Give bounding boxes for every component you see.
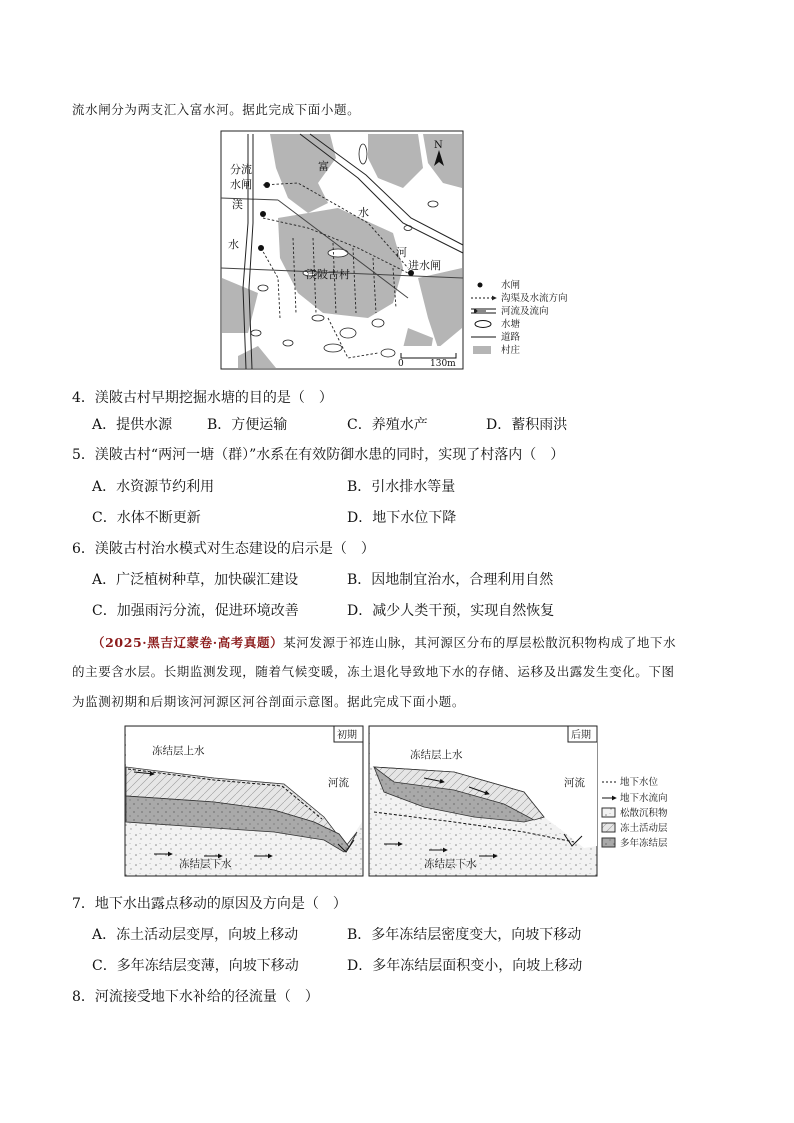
passage-2-line-1 [92,633,676,651]
svg-text:0: 0 [398,359,404,369]
passage-2-line-1-text: 某河发源于祁连山脉，其河源区分布的厚层松散沉积物构成了地下水 [283,635,677,650]
passage-2-line-3: 为监测初期和后期该河河源区河谷剖面示意图。据此完成下面小题。 [72,694,466,709]
q7-option-d[interactable]: D．多年冻结层面积变小，向坡上移动 [347,958,583,974]
label-xi: 渼 [232,198,243,211]
village-water-map [218,128,588,373]
svg-text:初期: 初期 [337,730,357,741]
q4-option-a[interactable]: A．提供水源 [92,417,173,433]
svg-text:后期: 后期 [571,730,591,741]
q4-option-d[interactable]: D．蓄积雨洪 [486,417,568,433]
q5-option-d[interactable]: D．地下水位下降 [347,510,457,526]
question-4: 4．渼陂古村早期挖掘水塘的目的是（ ） [72,390,333,406]
q6-option-a[interactable]: A．广泛植树种草，加快碳汇建设 [92,572,299,588]
question-5: 5．渼陂古村“两河一塘（群）”水系在有效防御水患的同时，实现了村落内（ ） [72,447,565,463]
svg-text:水闸: 水闸 [501,280,521,291]
q5-option-c[interactable]: C．水体不断更新 [92,510,201,526]
label-shui: 水 [228,238,239,251]
q6-option-c[interactable]: C．加强雨污分流，促进环境改善 [92,603,299,619]
label-village: 渼陂古村 [306,268,350,281]
intro-text: 流水闸分为两支汇入富水河。据此完成下面小题。 [72,102,361,117]
label-shui2: 水 [358,206,369,219]
svg-text:地下水流向: 地下水流向 [620,793,668,804]
valley-cross-section-diagram [124,722,684,880]
svg-text:河流及流向: 河流及流向 [501,306,549,317]
svg-text:村庄: 村庄 [501,345,521,356]
q4-option-c[interactable]: C．养殖水产 [347,417,428,433]
svg-text:冻结层下水: 冻结层下水 [424,858,477,870]
panel-late [369,726,597,876]
q5-option-a[interactable]: A．水资源节约利用 [92,479,215,495]
svg-text:地下水位: 地下水位 [620,777,659,788]
q7-option-a[interactable]: A．冻土活动层变厚，向坡上移动 [92,927,299,943]
svg-text:冻结层上水: 冻结层上水 [152,745,205,757]
q6-option-d[interactable]: D．减少人类干预，实现自然恢复 [347,603,555,619]
q7-option-b[interactable]: B．多年冻结层密度变大，向坡下移动 [347,927,582,943]
svg-text:多年冻结层: 多年冻结层 [620,838,668,849]
svg-text:冻结层上水: 冻结层上水 [410,749,463,761]
q6-option-b[interactable]: B．因地制宜治水，合理利用自然 [347,572,554,588]
label-fenliu: 分流 [230,163,252,176]
svg-text:130m: 130m [430,359,456,369]
svg-text:道路: 道路 [501,332,521,343]
svg-text:N: N [434,140,443,151]
panel-early [125,726,363,876]
scale-bar [398,346,462,369]
section-legend [602,776,668,849]
svg-text:沟渠及水流方向: 沟渠及水流方向 [501,293,568,304]
question-8: 8．河流接受地下水补给的径流量（ ） [72,989,319,1005]
map-legend [471,279,568,356]
q5-option-b[interactable]: B．引水排水等量 [347,479,456,495]
svg-text:松散沉积物: 松散沉积物 [620,808,668,819]
label-he: 河 [396,246,407,259]
q7-option-c[interactable]: C．多年冻结层变薄，向坡下移动 [92,958,299,974]
svg-text:冻土活动层: 冻土活动层 [620,823,668,834]
passage-2-line-2: 的主要含水层。长期监测发现，随着气候变暖，冻土退化导致地下水的存储、运移及出露发生变化。下图 [72,664,675,679]
svg-text:冻结层下水: 冻结层下水 [179,858,232,870]
label-inlet: 进水闸 [408,259,441,272]
svg-text:水塘: 水塘 [501,319,521,330]
svg-text:河流: 河流 [564,777,585,789]
question-7: 7．地下水出露点移动的原因及方向是（ ） [72,896,347,912]
label-shuizha: 水闸 [230,178,252,191]
q4-option-b[interactable]: B．方便运输 [207,417,288,433]
label-fu: 富 [318,160,329,173]
svg-text:河流: 河流 [328,777,349,789]
question-6: 6．渼陂古村治水模式对生态建设的启示是（ ） [72,541,375,557]
source-tag: （2025·黑吉辽蒙卷·高考真题） [92,635,284,650]
